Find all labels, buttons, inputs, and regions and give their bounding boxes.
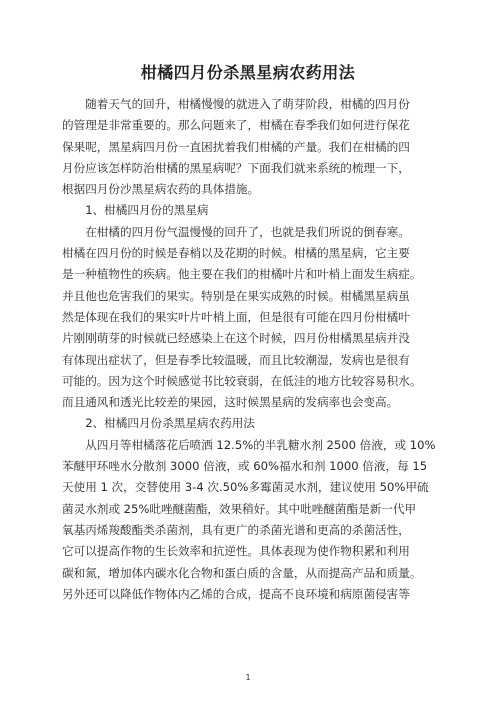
body-line: 保果呢，黑星病四月份一直困扰着我们柑橘的产量。我们在柑橘的四 [62, 139, 410, 154]
section-heading-1: 1、柑橘四月份的黑星病 [62, 203, 209, 218]
document-body [62, 94, 436, 605]
body-line: 而且通风和透光比较差的果园，这时候黑星病的发病率也会变高。 [62, 395, 399, 410]
body-line: 并且他也危害我们的果实。特别是在果实成熟的时候。柑橘黑星病虽 [62, 288, 410, 303]
body-line: 可能的。因为这个时候感觉书比较衰弱，在低洼的地方比较容易积水。 [62, 373, 422, 388]
body-line: 随着天气的回升，柑橘慢慢的就进入了萌芽阶段，柑橘的四月份 [62, 97, 410, 111]
body-line: 天使用 1 次，交替使用 3-4 次.50%多霉菌灵水剂，建议使用 50%甲硫 [62, 480, 429, 495]
body-line: 根据四月份沙黑星病农药的具体措施。 [62, 182, 260, 197]
body-line: 是一种植物性的疾病。他主要在我们的柑橘叶片和叶梢上面发生病症。 [62, 267, 422, 282]
body-line: 另外还可以降低作物体内乙烯的合成，提高不良环境和病原菌侵害等 [62, 586, 410, 601]
body-line: 然是体现在我们的果实叶片叶梢上面，但是很有可能在四月份柑橘叶 [62, 309, 410, 324]
body-line: 从四月等柑橘落花后喷洒 12.5%的半乳糖水剂 2500 倍液，或 10% [62, 437, 436, 452]
body-line: 柑橘在四月份的时候是春梢以及花期的时候。柑橘的黑星病，它主要 [62, 246, 410, 261]
body-line: 碳和氮，增加体内碳水化合物和蛋白质的含量，从而提高产品和质量。 [62, 565, 422, 580]
body-line: 菌灵水剂或 25%吡唑醚菌酯，效果稍好。其中吡唑醚菌酯是新一代甲 [62, 501, 417, 516]
body-line: 它可以提高作物的生长效率和抗逆性。具体表现为使作物积累和利用 [62, 544, 410, 559]
body-line: 片刚刚萌芽的时候就已经感染上在这个时候，四月份柑橘黑星病并没 [62, 331, 410, 346]
body-line: 苯醚甲环唑水分散剂 3000 倍液，或 60%福水和剂 1000 倍液，每 15 [62, 459, 428, 474]
body-line: 有体现出症状了，但是春季比较温暖，而且比较潮湿，发病也是很有 [62, 352, 410, 367]
page-number: 1 [245, 673, 251, 682]
body-line: 氧基丙烯羧酸酯类杀菌剂，具有更广的杀菌光谱和更高的杀菌活性， [62, 522, 410, 537]
body-line: 月份应该怎样防治柑橘的黑星病呢？下面我们就来系统的梳理一下， [62, 160, 410, 175]
body-line: 在柑橘的四月份气温慢慢的回升了，也就是我们所说的倒春寒。 [62, 224, 410, 239]
body-line: 的管理是非常重要的。那么问题来了，柑橘在春季我们如何进行保花 [62, 118, 410, 133]
document-title: 柑橘四月份杀黑星病农药用法 [140, 63, 356, 82]
section-heading-2: 2、柑橘四月份杀黑星病农药用法 [62, 416, 255, 431]
